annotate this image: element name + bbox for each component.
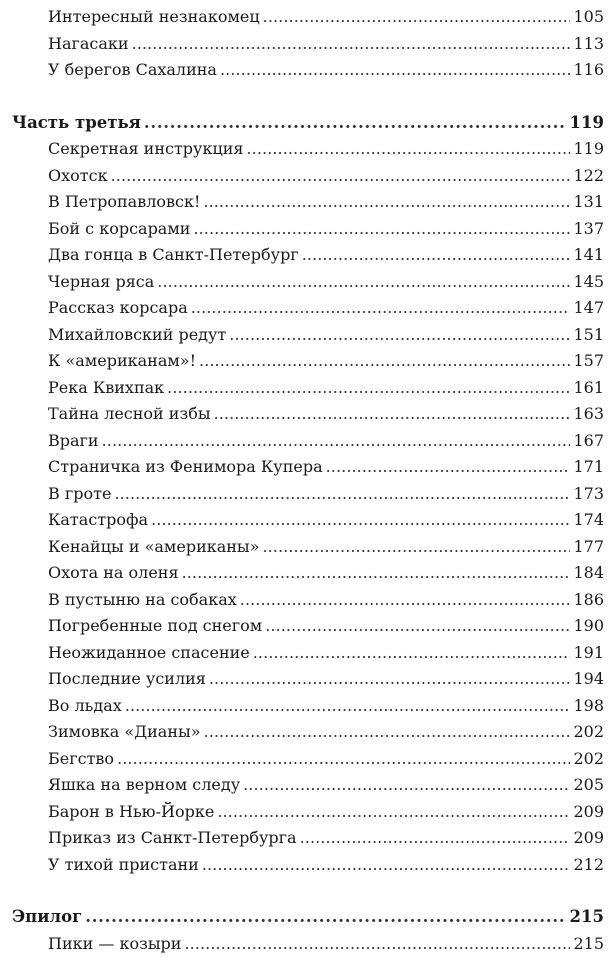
part-title: Часть третья: [12, 110, 141, 137]
entry-title: В Петропавловск!: [48, 189, 200, 216]
entry-title: Охота на оленя: [48, 560, 179, 587]
dot-leader: [253, 640, 571, 667]
dot-leader: [117, 746, 570, 773]
dot-leader: [240, 587, 571, 614]
toc-part-heading: [12, 904, 604, 931]
entry-title: Два гонца в Санкт-Петербург: [48, 242, 299, 269]
toc-entry: [12, 640, 604, 667]
entry-title: Зимовка «Дианы»: [48, 719, 201, 746]
dot-leader: [102, 428, 571, 455]
toc-entry: [12, 269, 604, 296]
entry-page: 157: [573, 348, 604, 375]
toc-entry: [12, 534, 604, 561]
entry-title: К «американам»!: [48, 348, 196, 375]
entry-page: 205: [573, 772, 604, 799]
table-of-contents: [12, 4, 604, 957]
dot-leader: [85, 904, 566, 931]
entry-title: У берегов Сахалина: [48, 57, 217, 84]
toc-entry: [12, 428, 604, 455]
entry-title: Тайна лесной избы: [48, 401, 211, 428]
entry-title: Река Квихпак: [48, 375, 164, 402]
entry-title: Охотск: [48, 163, 108, 190]
entry-page: 174: [573, 507, 604, 534]
toc-entry: [12, 746, 604, 773]
toc-entry: [12, 57, 604, 84]
entry-title: Михайловский редут: [48, 322, 226, 349]
entry-page: 145: [573, 269, 604, 296]
dot-leader: [263, 4, 571, 31]
part-page: 119: [570, 110, 604, 137]
entry-title: Неожиданное спасение: [48, 640, 250, 667]
entry-title: Страничка из Фенимора Купера: [48, 454, 323, 481]
entry-page: 198: [573, 693, 604, 720]
entry-page: 209: [573, 825, 604, 852]
entry-page: 105: [573, 4, 604, 31]
toc-entry: [12, 348, 604, 375]
entry-title: Бегство: [48, 746, 114, 773]
dot-leader: [193, 216, 570, 243]
entry-title: Погребенные под снегом: [48, 613, 262, 640]
entry-title: Яшка на верном следу: [48, 772, 240, 799]
dot-leader: [220, 57, 571, 84]
toc-entry: [12, 560, 604, 587]
toc-entry: [12, 613, 604, 640]
entry-title: Враги: [48, 428, 99, 455]
entry-page: 202: [573, 746, 604, 773]
entry-page: 167: [573, 428, 604, 455]
entry-title: У тихой пристани: [48, 852, 199, 879]
section-gap: [12, 878, 604, 904]
entry-title: Кенайцы и «американы»: [48, 534, 259, 561]
dot-leader: [184, 931, 570, 957]
dot-leader: [217, 799, 570, 826]
entry-title: Во льдах: [48, 693, 122, 720]
entry-page: 209: [573, 799, 604, 826]
dot-leader: [114, 481, 570, 508]
dot-leader: [214, 401, 571, 428]
entry-title: Секретная инструкция: [48, 136, 244, 163]
toc-entry: [12, 189, 604, 216]
toc-entry: [12, 454, 604, 481]
dot-leader: [157, 269, 570, 296]
entry-page: 173: [573, 481, 604, 508]
dot-leader: [167, 375, 570, 402]
dot-leader: [182, 560, 571, 587]
dot-leader: [191, 295, 571, 322]
toc-entry: [12, 799, 604, 826]
dot-leader: [151, 507, 570, 534]
entry-page: 177: [573, 534, 604, 561]
dot-leader: [302, 242, 571, 269]
entry-page: 122: [573, 163, 604, 190]
entry-page: 191: [573, 640, 604, 667]
toc-entry: [12, 772, 604, 799]
entry-page: 186: [573, 587, 604, 614]
entry-title: Интересный незнакомец: [48, 4, 260, 31]
toc-entry: [12, 693, 604, 720]
entry-page: 171: [573, 454, 604, 481]
entry-page: 137: [573, 216, 604, 243]
toc-entry: [12, 719, 604, 746]
toc-entry: [12, 666, 604, 693]
entry-page: 194: [573, 666, 604, 693]
toc-entry: [12, 931, 604, 957]
entry-title: Последние усилия: [48, 666, 206, 693]
entry-title: Пики — козыри: [48, 931, 181, 957]
entry-title: Черная ряса: [48, 269, 154, 296]
entry-title: Бой с корсарами: [48, 216, 190, 243]
dot-leader: [202, 852, 571, 879]
toc-entry: [12, 163, 604, 190]
toc-entry: [12, 242, 604, 269]
toc-entry: [12, 295, 604, 322]
entry-page: 141: [573, 242, 604, 269]
dot-leader: [125, 693, 571, 720]
entry-page: 215: [573, 931, 604, 957]
entry-page: 116: [573, 57, 604, 84]
entry-page: 202: [573, 719, 604, 746]
dot-leader: [204, 719, 571, 746]
section-gap: [12, 84, 604, 110]
entry-title: Рассказ корсара: [48, 295, 188, 322]
dot-leader: [144, 110, 567, 137]
part-title: Эпилог: [12, 904, 82, 931]
dot-leader: [247, 136, 571, 163]
toc-entry: [12, 825, 604, 852]
entry-page: 147: [573, 295, 604, 322]
entry-page: 113: [573, 31, 604, 58]
entry-page: 163: [573, 401, 604, 428]
toc-entry: [12, 322, 604, 349]
toc-entry: [12, 216, 604, 243]
dot-leader: [199, 348, 570, 375]
dot-leader: [243, 772, 570, 799]
entry-title: В гроте: [48, 481, 111, 508]
entry-page: 190: [573, 613, 604, 640]
toc-entry: [12, 852, 604, 879]
entry-page: 119: [573, 136, 604, 163]
part-page: 215: [570, 904, 604, 931]
toc-entry: [12, 587, 604, 614]
toc-entry: [12, 31, 604, 58]
entry-title: Катастрофа: [48, 507, 148, 534]
toc-entry: [12, 507, 604, 534]
dot-leader: [203, 189, 570, 216]
toc-entry: [12, 136, 604, 163]
dot-leader: [326, 454, 571, 481]
toc-part-heading: [12, 110, 604, 137]
entry-page: 184: [573, 560, 604, 587]
entry-title: В пустыню на собаках: [48, 587, 237, 614]
entry-title: Нагасаки: [48, 31, 129, 58]
toc-entry: [12, 4, 604, 31]
toc-entry: [12, 401, 604, 428]
entry-page: 131: [573, 189, 604, 216]
entry-title: Барон в Нью-Йорке: [48, 799, 214, 826]
entry-page: 161: [573, 375, 604, 402]
entry-page: 151: [573, 322, 604, 349]
dot-leader: [229, 322, 570, 349]
entry-title: Приказ из Санкт-Петербурга: [48, 825, 297, 852]
dot-leader: [262, 534, 570, 561]
dot-leader: [209, 666, 571, 693]
dot-leader: [265, 613, 570, 640]
entry-page: 212: [573, 852, 604, 879]
toc-entry: [12, 481, 604, 508]
dot-leader: [132, 31, 571, 58]
dot-leader: [300, 825, 571, 852]
toc-entry: [12, 375, 604, 402]
dot-leader: [111, 163, 571, 190]
